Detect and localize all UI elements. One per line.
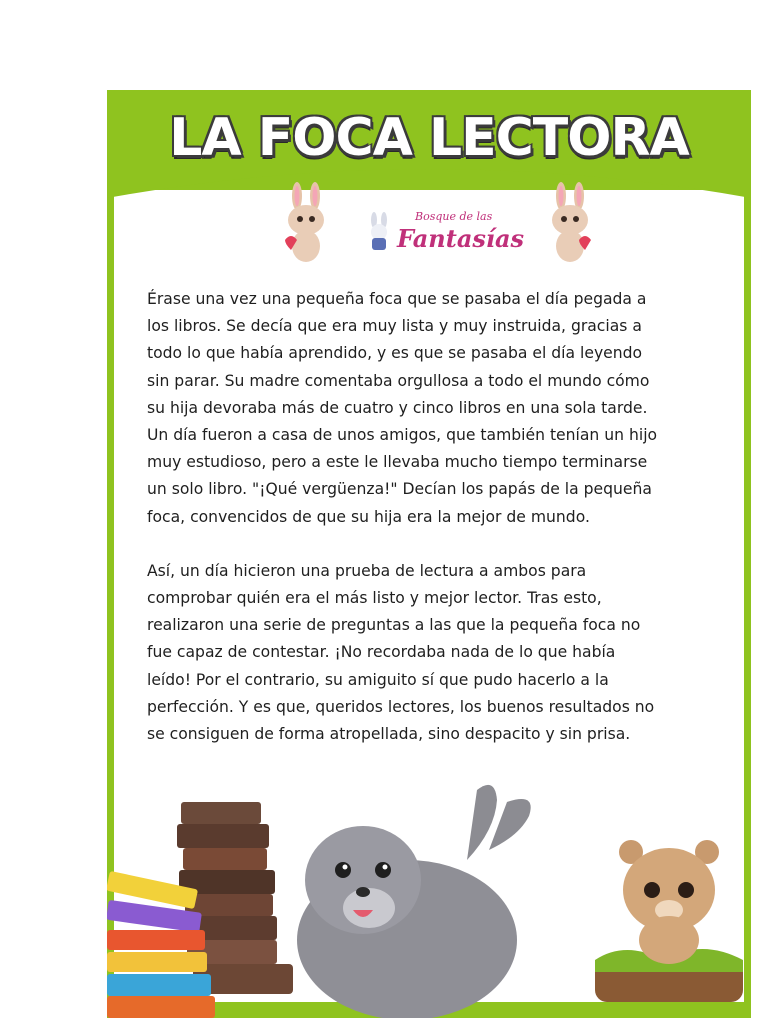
bunny-icon	[277, 180, 337, 266]
fairy-icon	[365, 212, 395, 252]
story-card	[107, 90, 751, 1018]
story-paragraph-2: Así, un día hicieron una prueba de lectura a ambos para comprobar quién era el más listo y mejor lector. Tras esto, realizaron una serie de preguntas a las que la pequeña foca no fue capaz de contestar. ¡No recordaba nada de lo que había leído! Por el contrario, su amiguito sí que pudo hacerlo a la perfección. Y es que, queridos lectores, los buenos resultados no se consiguen de forma atropellada, sino despacito y sin prisa.	[147, 561, 655, 744]
logo-top-text: Bosque de las	[415, 210, 493, 223]
logo-main-text: Fantasías	[397, 224, 525, 253]
story-title: LA FOCA LECTORA	[169, 108, 689, 168]
story-body	[147, 286, 727, 775]
bunny-icon	[539, 180, 599, 266]
story-paragraph-1: Érase una vez una pequeña foca que se pasaba el día pegada a los libros. Se decía que era muy lista y muy instruida, gracias a todo lo que había aprendido, y es que se pasaba el día leyendo sin parar. Su madre comentaba orgullosa a todo el mundo cómo su hija devoraba más de cuatro y cinco libros en una sola tarde. Un día fueron a casa de unos amigos, que también tenían un hijo muy estudioso, pero a este le llevaba mucho tiempo terminarse un solo libro. "¡Qué vergüenza!" Decían los papás de la pequeña foca, convencidos de que su hija era la mejor de mundo.	[147, 290, 658, 526]
brand-logo	[365, 208, 525, 264]
